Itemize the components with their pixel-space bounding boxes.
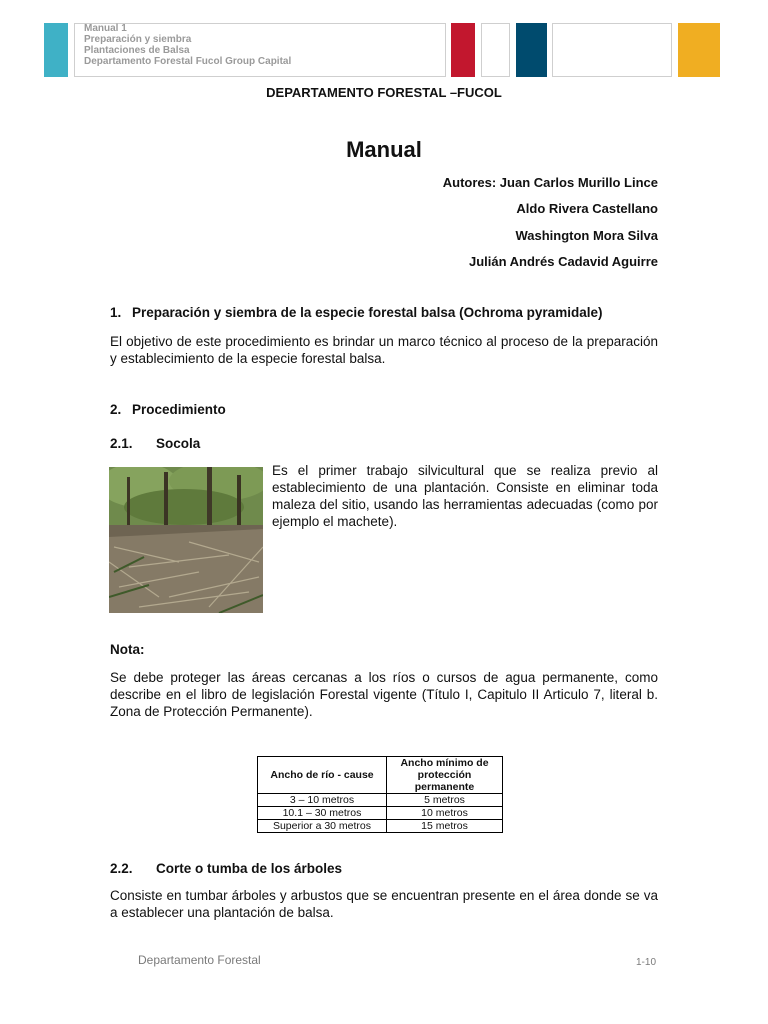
header-teal-block — [44, 23, 68, 77]
table-row — [258, 807, 503, 820]
section-number: 2. — [110, 402, 122, 417]
table-row — [258, 820, 503, 833]
table-header-row — [258, 757, 503, 794]
header-line: Plantaciones de Balsa — [84, 45, 190, 56]
section-title: Socola — [156, 436, 201, 451]
author-line: Julián Andrés Cadavid Aguirre — [468, 253, 658, 269]
table-header-cell: Ancho de río - cause — [258, 757, 387, 794]
document-title: Manual — [346, 137, 422, 162]
section-number: 2.1. — [110, 436, 133, 451]
section-title: Preparación y siembra de la especie forestal balsa (Ochroma pyramidale) — [132, 305, 603, 320]
header-line: Preparación y siembra — [84, 34, 192, 45]
department-title: DEPARTAMENTO FORESTAL –FUCOL — [266, 85, 502, 100]
author-line: Aldo Rivera Castellano — [516, 201, 658, 217]
forest-clearing-image — [109, 467, 263, 613]
note-label: Nota: — [110, 642, 145, 657]
section-2-heading — [110, 402, 226, 417]
section-number: 2.2. — [110, 861, 133, 876]
header-text — [84, 23, 291, 67]
author-line: Autores: Juan Carlos Murillo Lince — [442, 175, 658, 190]
table-header-cell: Ancho mínimo de protección permanente — [387, 757, 503, 794]
footer-page-number: 1-10 — [636, 957, 657, 968]
header-white-box — [481, 23, 510, 77]
table-cell: 15 metros — [387, 820, 503, 833]
socola-photo — [109, 467, 263, 613]
header-navy-block — [516, 23, 547, 77]
header-red-block — [451, 23, 475, 77]
section-2-2-paragraph: Consiste en tumbar árboles y arbustos que se encuentran presente en el área donde se va a establecer una plantación de balsa. — [110, 888, 658, 920]
header-orange-block — [678, 23, 720, 77]
table-cell: Superior a 30 metros — [258, 820, 387, 833]
table-cell: 3 – 10 metros — [258, 794, 387, 807]
table-cell: 10 metros — [387, 807, 503, 820]
header-empty-box — [552, 23, 672, 77]
header-line: Manual 1 — [84, 23, 127, 34]
section-1-paragraph: El objetivo de este procedimiento es brindar un marco técnico al proceso de la preparación y establecimiento de la especie forestal balsa. — [110, 334, 658, 366]
table-cell: 5 metros — [387, 794, 503, 807]
header-line: Departamento Forestal Fucol Group Capital — [84, 56, 292, 67]
section-2-1-paragraph: Es el primer trabajo silvicultural que se realiza previo al establecimiento de una plantación. Consiste en eliminar toda maleza del sitio, usando las herramientas adecuadas (como por ejemplo el machete). — [272, 463, 658, 529]
section-1-heading — [110, 305, 602, 320]
table-row — [258, 794, 503, 807]
table-cell: 10.1 – 30 metros — [258, 807, 387, 820]
section-number: 1. — [110, 305, 122, 320]
authors-block — [443, 173, 658, 278]
section-title: Procedimiento — [132, 402, 226, 417]
section-2-2-heading — [110, 861, 342, 876]
protection-table — [257, 756, 503, 833]
section-title: Corte o tumba de los árboles — [156, 861, 343, 876]
section-2-1-heading — [110, 436, 200, 451]
note-paragraph: Se debe proteger las áreas cercanas a los ríos o cursos de agua permanente, como describe en el libro de legislación Forestal vigente (Título I, Capitulo II Articulo 7, literal b. Zona de Protección Permanente). — [110, 670, 658, 719]
author-line: Washington Mora Silva — [515, 227, 658, 243]
footer-department: Departamento Forestal — [138, 953, 261, 967]
